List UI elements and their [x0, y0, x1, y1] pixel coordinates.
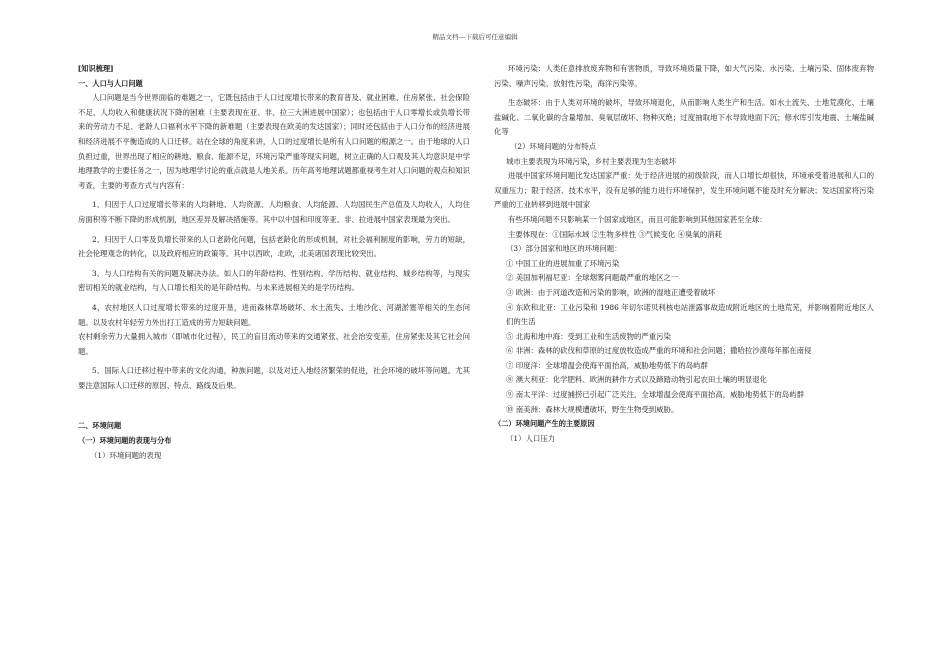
right-column: [494, 62, 874, 446]
left-paragraph-4: 2、归因于人口零及负增长带来的人口老龄化问题，包括老龄化的形成机制，对社会福利制度的影响，劳力的短缺，社会伦理观念的转化，以及政府相应的政策等。其中以西欧，北欧，北美诸国表现比较突出。: [78, 234, 470, 259]
right-paragraph-13: ⑥ 非洲：森林的砍伐和草原的过度放牧造成严重的环境和社会问题；撒哈拉沙漠每年都在南侵: [506, 346, 812, 356]
right-paragraph-18: （二）环境问题产生的主要原因: [494, 419, 595, 429]
right-paragraph-9: ② 美国加利福尼亚：全球烟雾问题最严重的地区之一: [506, 273, 679, 283]
left-paragraph-10: （一）环境问题的表现与分布: [78, 436, 172, 446]
left-column: [78, 62, 470, 463]
left-paragraph-2: 人口问题是当今世界面临的难题之一，它既包括由于人口过度增长带来的教育普及、就业困难、住房紧张、社会保险不足、人均收入和健康状况下降的困难（主要表现在亚、非、拉三大洲进展中国家）；也包括由于人口零增长或负增长带来的劳动力不足、老龄人口福利水平下降的新难题（主要表现在欧美的发达国家）；同时还包括由于人口分布的经济进展和经济进展不平衡造成的人口迁移。站在全球的角度来讲，人口的过度增长是所有人口问题的根源之一。由于地球的人口负担过重，世界出现了相应的耕地、粮食、能源不足，环境污染严重等现实问题，树立正确的人口观及其人均意识是中学地理教学的主要任务之一，因为地理学讨论的重点就是人地关系。历年高考地理试题都重视考生对人口问题的观点和知识考查，主要的考查方式与内容有：: [78, 93, 470, 190]
right-paragraph-1: 生态破坏：由于人类对环境的破坏，导致环境退化，从而影响人类生产和生活。如水土流失、土地荒漠化、土壤盐碱化、二氧化碳的含量增加、臭氧层破坏、物种灭绝；过度抽取地下水导致地面下沉；修水库引发地震、土壤盐碱化等: [494, 98, 874, 137]
right-paragraph-15: ⑧ 澳大利亚：化学肥料、欧洲的耕作方式以及蹄踏动物引起农田土壤的明显退化: [506, 375, 768, 385]
right-paragraph-6: 主要体现在：①国际水域 ②生物多样性 ③气候变化 ④臭氧的消耗: [508, 229, 722, 239]
left-paragraph-1: 一、人口与人口问题: [78, 78, 143, 88]
left-paragraph-8: 5、国际人口迁移过程中带来的文化沟通，种族问题，以及对迁入地经济繁荣的促进，社会环境的破坏等问题。尤其要注意国际人口迁移的原因、特点、路线及后果。: [78, 366, 470, 390]
right-paragraph-10: ③ 欧洲：由于河道改造和污染的影响，欧洲的湿地正遭受着破坏: [506, 287, 716, 297]
right-paragraph-0: 环境污染：人类任意排放废弃物和有害物质，导致环境质量下降，如大气污染、水污染、土壤污染、固体废弃物污染、噪声污染、放射性污染，海洋污染等。: [494, 64, 874, 88]
right-paragraph-17: ⑩ 南美洲：森林大规模遭破坏，野生生物受到威胁。: [506, 404, 679, 414]
left-paragraph-6: 4、农村地区人口过度增长带来的过度开垦，进而森林草场破坏、水土流失、土地沙化、河湖淤塞等相关的生态问题。以及农村年轻劳力外出打工造成的劳力短缺问题。: [78, 302, 470, 327]
right-paragraph-16: ⑨ 南太平洋：过度捕捞已引起广泛关注，全球增温会使海平面抬高，威胁地势低下的岛屿群: [506, 390, 804, 400]
left-paragraph-0: [知识梳理]: [78, 64, 114, 73]
right-paragraph-12: ⑤ 北海和地中海：受到工业和生活废物的严重污染: [506, 331, 671, 341]
right-paragraph-5: 有些环境问题不只影响某一个国家或地区，而且可能影响到其他国家甚至全球：: [508, 214, 767, 224]
right-paragraph-3: 城市主要表现为环境污染，乡村主要表现为生态破坏: [506, 156, 676, 166]
left-paragraph-7: 农村剩余劳力大量拥入城市（即城市化过程），民工的盲目流动带来的交通紧张、社会治安变差，住房紧张及其它社会问题。: [78, 332, 470, 356]
right-paragraph-11: ④ 东欧和北亚：工业污染和 1986 年切尔诺贝利核电站泄露事故造成附近地区的土地荒芜，并影响着附近地区人们的生活: [506, 302, 874, 327]
left-paragraph-5: 3、与人口结构有关的问题及解决办法。如人口的年龄结构、性别结构、学历结构、就业结构、城乡结构等，与现实密切相关的就业结构，与人口增长相关的是年龄结构。与未来进展相关的是学历结构。: [78, 268, 470, 293]
left-paragraph-3: 1、归因于人口过度增长带来的人均耕地、人均资源、人均粮食、人均能源、人均国民生产总值及人均收入，人均住房面积等不断下降的形成机制，地区差异及解决措施等。其中以中国和印度等亚、非、拉进展中国家表现最为突出。: [78, 200, 470, 224]
right-paragraph-19: （1）人口压力: [506, 433, 556, 443]
right-paragraph-4: 进展中国家环境问题比发达国家严重：处于经济进展的初级阶段，而人口增长却很快，环境承受着进展和人口的双重压力；限于经济、技术水平，没有足够的能力进行环境保护，发生环境问题不能及时充分解决；发达国家将污染严重的工业转移到进展中国家: [494, 171, 874, 210]
left-paragraph-11: （1）环境问题的表现: [90, 450, 162, 460]
right-paragraph-2: （2）环境问题的分布特点: [510, 141, 597, 151]
right-paragraph-14: ⑦ 印度洋：全球增温会使海平面抬高，威胁地势低下的岛屿群: [506, 360, 708, 370]
right-paragraph-8: ① 中国工业的进展加重了环境污染: [506, 258, 620, 268]
left-paragraph-9: 二、环境问题: [78, 421, 122, 431]
right-paragraph-7: （3）部分国家和地区的环境问题：: [506, 244, 622, 254]
page-header: 精品文档---下载后可任意编辑: [432, 33, 518, 41]
